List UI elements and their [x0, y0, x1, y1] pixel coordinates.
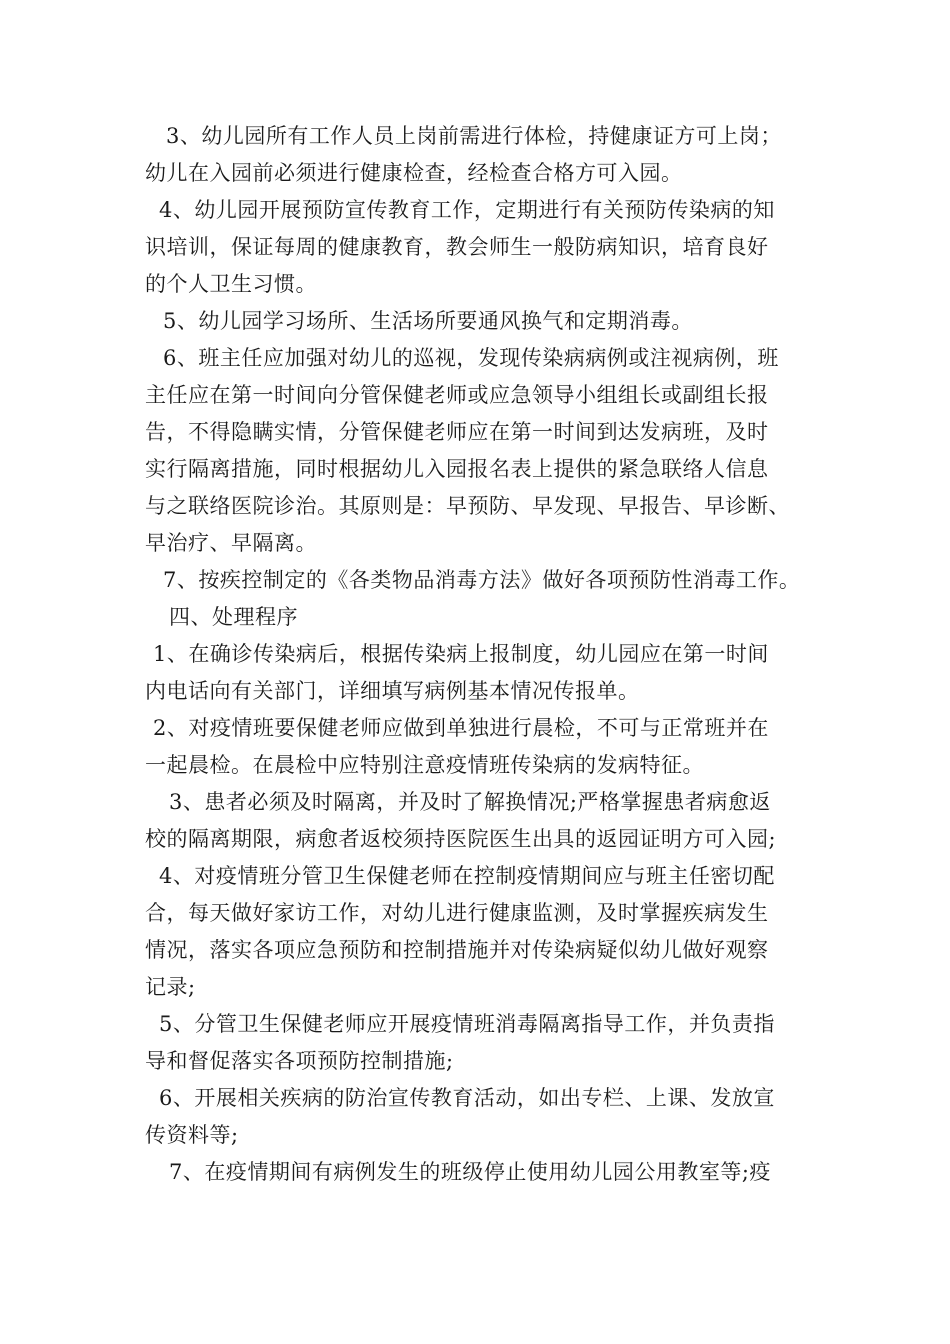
paragraph-line: 主任应在第一时间向分管保健老师或应急领导小组组长或副组长报: [145, 383, 769, 407]
paragraph-line: 幼儿在入园前必须进行健康检查，经检查合格方可入园。: [145, 161, 683, 185]
document-body: [145, 118, 825, 1191]
paragraph-line: 5、分管卫生保健老师应开展疫情班消毒隔离指导工作，并负责指: [159, 1012, 775, 1036]
paragraph-line: 3、患者必须及时隔离，并及时了解换情况;严格掌握患者病愈返: [169, 790, 771, 814]
paragraph-line: 4、对疫情班分管卫生保健老师在控制疫情期间应与班主任密切配: [159, 864, 775, 888]
paragraph-line: 实行隔离措施，同时根据幼儿入园报名表上提供的紧急联络人信息: [145, 457, 769, 481]
paragraph-line: 6、开展相关疾病的防治宣传教育活动，如出专栏、上课、发放宣: [159, 1086, 775, 1110]
paragraph-line: 合，每天做好家访工作，对幼儿进行健康监测，及时掌握疾病发生: [145, 901, 769, 925]
paragraph-line: 6、班主任应加强对幼儿的巡视，发现传染病病例或注视病例，班: [163, 346, 779, 370]
section-heading: 四、处理程序: [169, 605, 298, 629]
paragraph-line: 一起晨检。在晨检中应特别注意疫情班传染病的发病特征。: [145, 753, 704, 777]
paragraph-line: 校的隔离期限，病愈者返校须持医院医生出具的返园证明方可入园;: [145, 827, 777, 851]
paragraph-line: 情况，落实各项应急预防和控制措施并对传染病疑似幼儿做好观察: [145, 938, 769, 962]
paragraph-line: 导和督促落实各项预防控制措施;: [145, 1049, 454, 1073]
paragraph-line: 的个人卫生习惯。: [145, 272, 317, 296]
paragraph-line: 早治疗、早隔离。: [145, 531, 317, 555]
paragraph-line: 告，不得隐瞒实情，分管保健老师应在第一时间到达发病班，及时: [145, 420, 769, 444]
paragraph-line: 1、在确诊传染病后，根据传染病上报制度，幼儿园应在第一时间: [153, 642, 769, 666]
paragraph-line: 与之联络医院诊治。其原则是：早预防、早发现、早报告、早诊断、: [145, 494, 790, 518]
paragraph-line: 7、在疫情期间有病例发生的班级停止使用幼儿园公用教室等;疫: [169, 1160, 771, 1184]
paragraph-line: 记录;: [145, 975, 196, 999]
paragraph-line: 传资料等;: [145, 1123, 239, 1147]
paragraph-line: 7、按疾控制定的《各类物品消毒方法》做好各项预防性消毒工作。: [163, 568, 801, 592]
paragraph-line: 2、对疫情班要保健老师应做到单独进行晨检，不可与正常班并在: [153, 716, 769, 740]
paragraph-line: 4、幼儿园开展预防宣传教育工作，定期进行有关预防传染病的知: [159, 198, 775, 222]
paragraph-line: 5、幼儿园学习场所、生活场所要通风换气和定期消毒。: [163, 309, 693, 333]
paragraph-line: 内电话向有关部门，详细填写病例基本情况传报单。: [145, 679, 640, 703]
paragraph-line: 3、幼儿园所有工作人员上岗前需进行体检，持健康证方可上岗；: [166, 124, 782, 148]
paragraph-line: 识培训，保证每周的健康教育，教会师生一般防病知识，培育良好: [145, 235, 769, 259]
